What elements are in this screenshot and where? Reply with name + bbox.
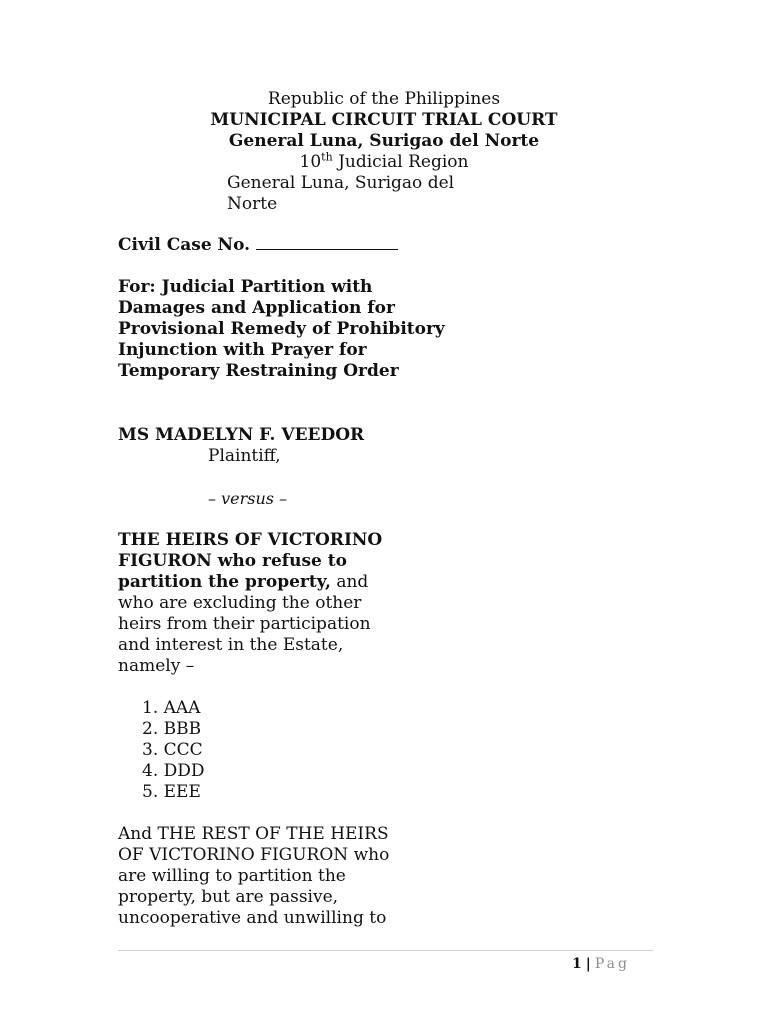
page-footer	[572, 955, 630, 973]
defendants-line: FIGURON who refuse to	[118, 551, 347, 571]
rest-of-heirs-block	[118, 824, 423, 929]
versus-line: – versus –	[208, 489, 288, 508]
defendants-line: and interest in the Estate,	[118, 635, 344, 655]
heir-item: 1. AAA	[142, 698, 201, 718]
heir-item: 5. EEE	[142, 782, 201, 802]
court-location: General Luna, Surigao del Norte	[228, 131, 540, 151]
location-line-2: Norte	[227, 194, 278, 214]
defendants-bold-phrase: partition the property,	[118, 572, 331, 592]
republic-line: Republic of the Philippines	[267, 89, 501, 109]
for-clause-line: Damages and Application for	[118, 298, 395, 318]
judicial-region	[0, 152, 768, 173]
heir-item: 4. DDD	[142, 761, 205, 781]
for-clause-line: Temporary Restraining Order	[118, 361, 399, 381]
for-clause-line: For: Judicial Partition with	[118, 277, 373, 297]
civil-case-label: Civil Case No.	[118, 235, 251, 255]
for-clause-line: Provisional Remedy of Prohibitory	[118, 319, 445, 339]
page-label: Pag	[594, 956, 630, 972]
rest-line: uncooperative and unwilling to	[118, 908, 387, 928]
plaintiff-role: Plaintiff,	[208, 446, 281, 466]
footer-rule	[118, 950, 653, 951]
rest-line: property, but are passive,	[118, 887, 339, 907]
for-clause-line: Injunction with Prayer for	[118, 340, 367, 360]
defendants-line	[118, 572, 423, 593]
heir-item: 2. BBB	[142, 719, 202, 739]
defendants-block	[118, 530, 423, 677]
rest-line: are willing to partition the	[118, 866, 346, 886]
region-text: Judicial Region	[332, 152, 469, 172]
footer-separator: |	[585, 956, 591, 972]
defendants-line: who are excluding the other	[118, 593, 362, 613]
court-name: MUNICIPAL CIRCUIT TRIAL COURT	[210, 110, 558, 130]
region-number: 10	[299, 152, 322, 172]
civil-case-number	[118, 235, 398, 256]
defendants-line: THE HEIRS OF VICTORINO	[118, 530, 383, 550]
page-number: 1	[572, 956, 582, 972]
case-number-blank	[256, 235, 398, 250]
rest-line: OF VICTORINO FIGURON who	[118, 845, 390, 865]
defendants-text: and	[330, 572, 369, 592]
defendants-line: namely –	[118, 656, 195, 676]
location-line-1: General Luna, Surigao del	[227, 173, 455, 193]
region-suffix: th	[321, 150, 333, 164]
plaintiff-name: MS MADELYN F. VEEDOR	[118, 425, 365, 445]
for-clause	[118, 277, 482, 382]
heir-item: 3. CCC	[142, 740, 203, 760]
heirs-list	[142, 698, 205, 803]
defendants-line: heirs from their participation	[118, 614, 371, 634]
rest-line: And THE REST OF THE HEIRS	[118, 824, 389, 844]
